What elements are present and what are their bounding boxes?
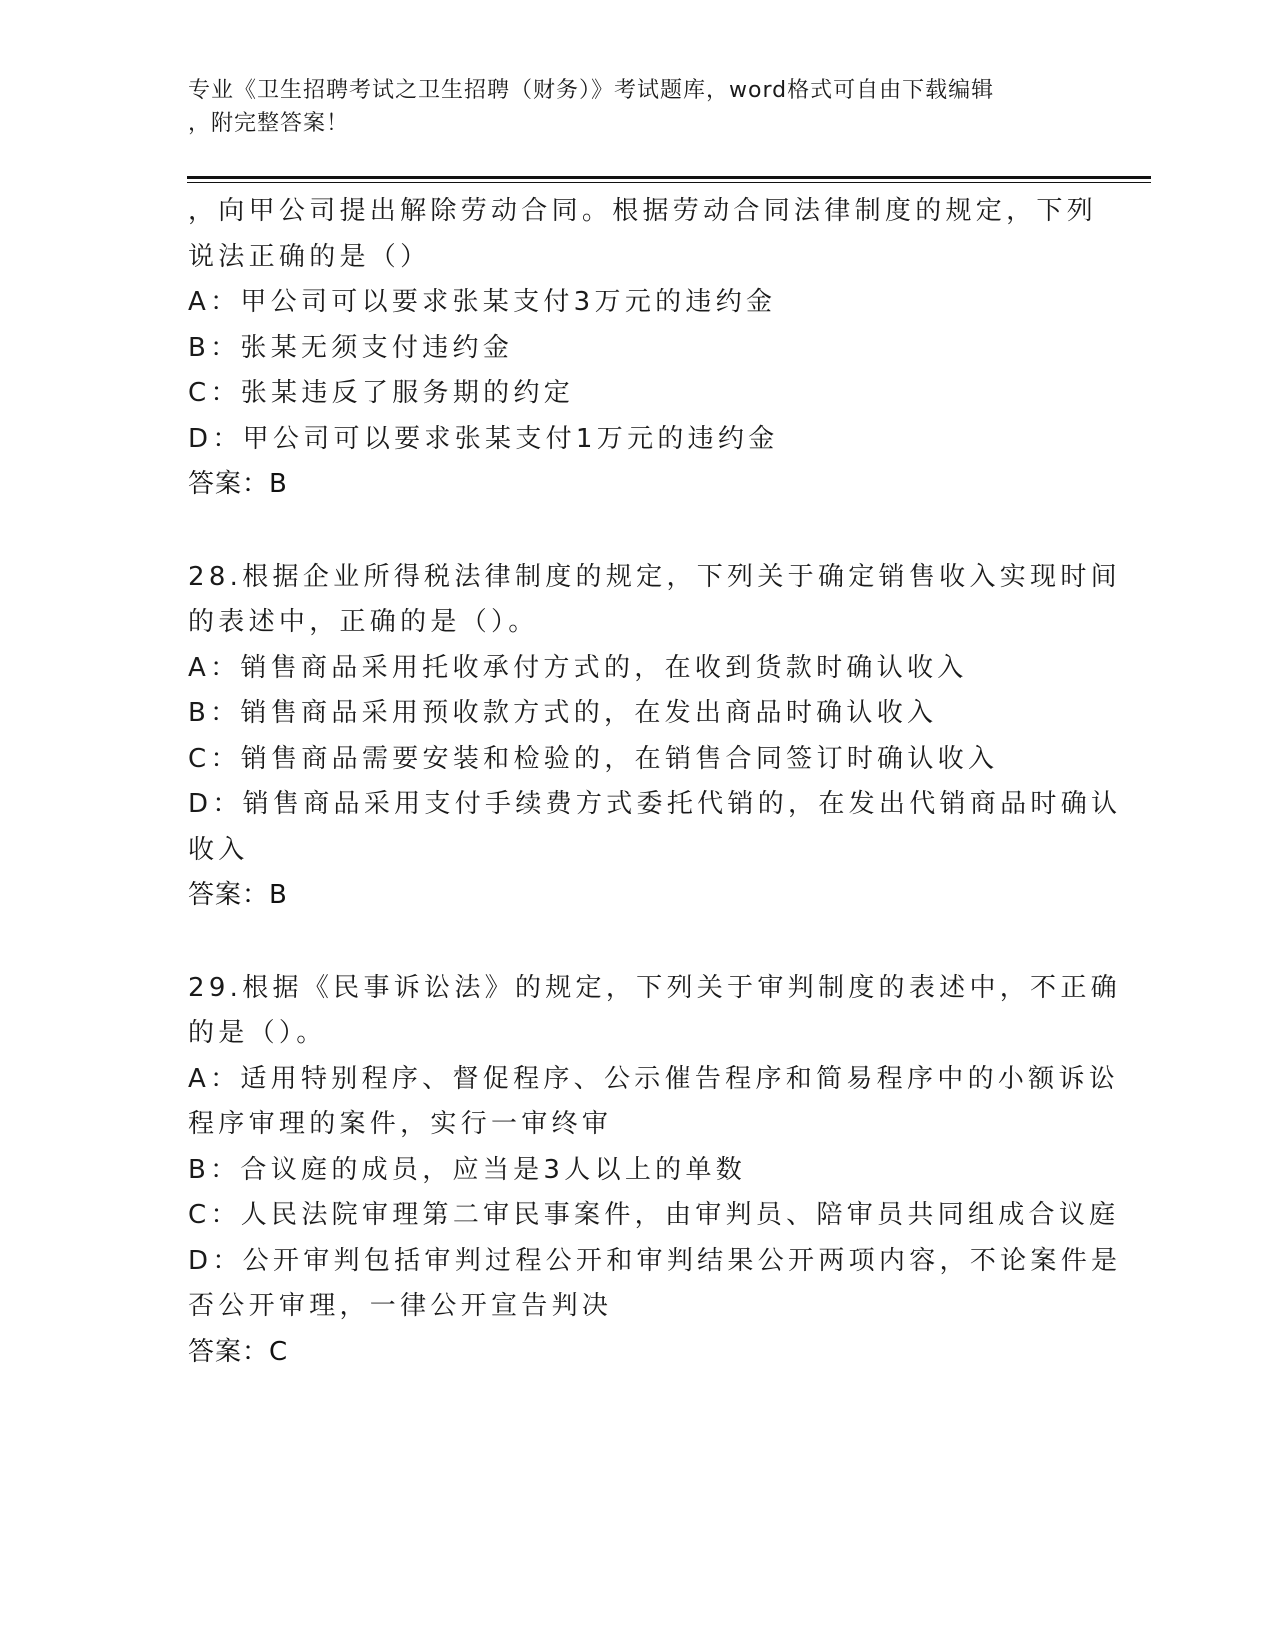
question-27-continued [188, 189, 1098, 508]
header-rule-thick [187, 176, 1151, 179]
option-a-continued: 程序审理的案件，实行一审终审 [188, 1109, 613, 1139]
option-d: D：甲公司可以要求张某支付1万元的违约金 [188, 423, 779, 454]
answer-line: 答案：B [188, 880, 288, 910]
option-c: C：人民法院审理第二审民事案件，由审判员、陪审员共同组成合议庭 [188, 1200, 1120, 1230]
question-28 [188, 555, 1122, 919]
answer-line: 答案：B [188, 469, 288, 499]
option-b: B：合议庭的成员，应当是3人以上的单数 [188, 1154, 747, 1185]
header-line-1: 专业《卫生招聘考试之卫生招聘（财务）》考试题库，word格式可自由下载编辑 [188, 78, 995, 103]
option-d-continued: 否公开审理，一律公开宣告判决 [188, 1291, 613, 1321]
question-stem-line: 29.根据《民事诉讼法》的规定，下列关于审判制度的表述中，不正确 [188, 972, 1121, 1003]
question-stem-line: 28.根据企业所得税法律制度的规定，下列关于确定销售收入实现时间 [188, 561, 1121, 592]
question-stem-line: 的是（）。 [188, 1018, 327, 1048]
question-stem-line: 说法正确的是（） [188, 241, 431, 272]
option-c: C：张某违反了服务期的约定 [188, 378, 575, 408]
option-b: B：销售商品采用预收款方式的，在发出商品时确认收入 [188, 698, 938, 728]
answer-line: 答案：C [188, 1336, 289, 1367]
option-d-continued: 收入 [188, 834, 249, 865]
page-header [188, 74, 1088, 140]
option-a: A：销售商品采用托收承付方式的，在收到货款时确认收入 [188, 652, 968, 683]
option-c: C：销售商品需要安装和检验的，在销售合同签订时确认收入 [188, 743, 999, 774]
spacer [188, 508, 1088, 555]
option-d: D：公开审判包括审判过程公开和审判结果公开两项内容，不论案件是 [188, 1245, 1122, 1276]
question-content [188, 189, 1122, 1375]
option-b: B：张某无须支付违约金 [188, 332, 514, 363]
option-a: A：适用特别程序、督促程序、公示催告程序和简易程序中的小额诉讼 [188, 1063, 1120, 1094]
header-rule-thin [187, 182, 1151, 183]
spacer [188, 919, 1088, 966]
header-line-2: ，附完整答案！ [188, 111, 350, 136]
question-stem-line: 的表述中，正确的是（）。 [188, 607, 539, 637]
option-a: A：甲公司可以要求张某支付3万元的违约金 [188, 287, 777, 317]
option-d: D：销售商品采用支付手续费方式委托代销的，在发出代销商品时确认 [188, 789, 1122, 819]
question-29 [188, 966, 1122, 1376]
question-stem-line: ，向甲公司提出解除劳动合同。根据劳动合同法律制度的规定，下列 [188, 196, 1098, 226]
